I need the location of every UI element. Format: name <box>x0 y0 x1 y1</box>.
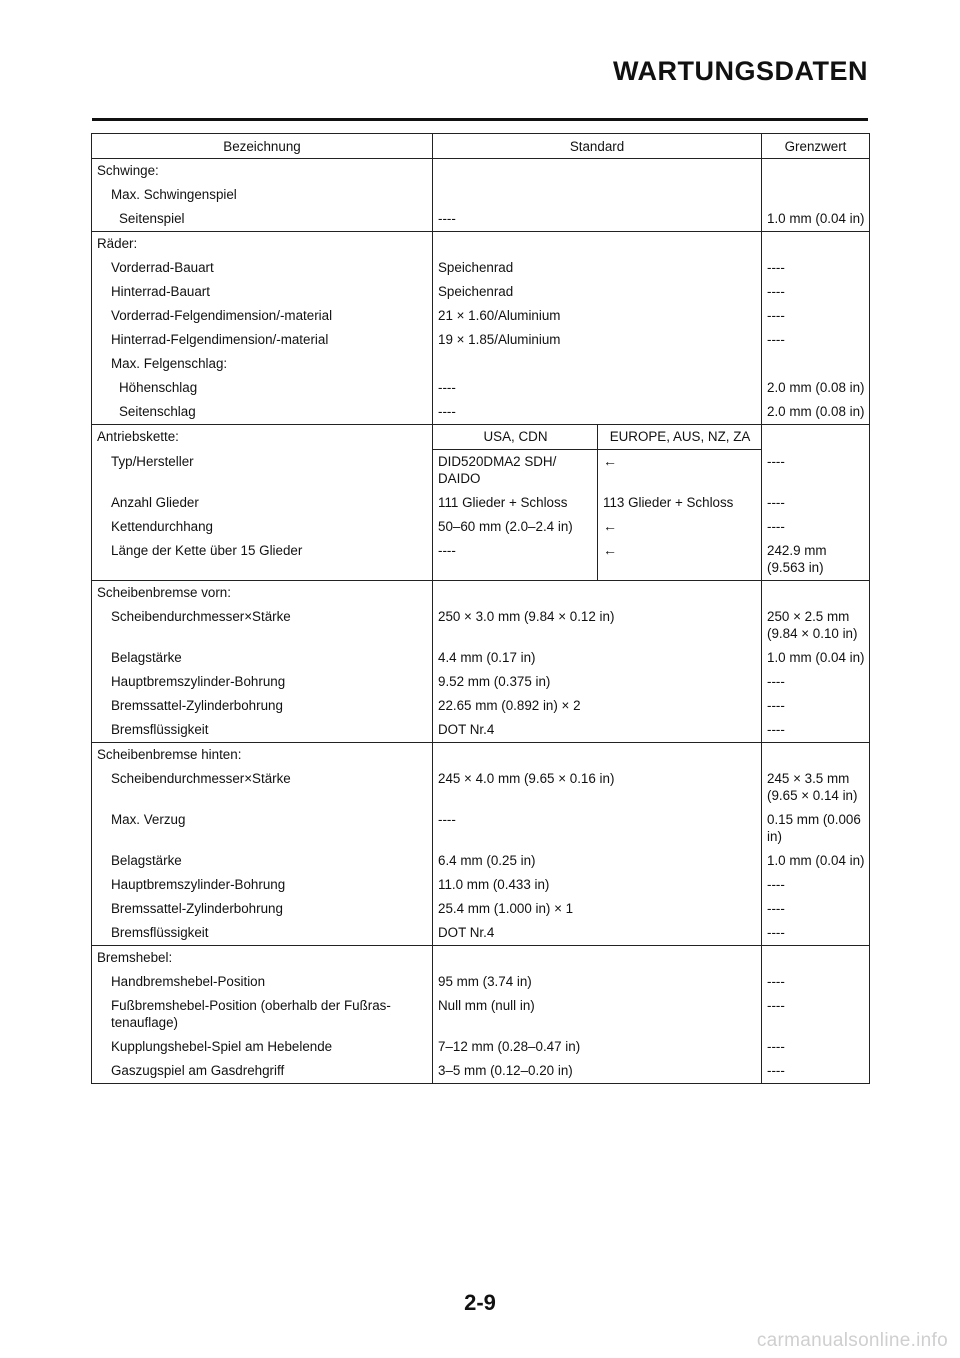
row-limit: 1.0 mm (0.04 in) <box>762 207 870 232</box>
row-standard: Speichenrad <box>433 280 762 304</box>
row-label: Länge der Kette über 15 Glieder <box>92 539 433 581</box>
row-standard: 22.65 mm (0.892 in) × 2 <box>433 694 762 718</box>
table-row <box>92 605 870 646</box>
section-title: Scheibenbremse hinten: <box>92 743 433 768</box>
region-header-usa: USA, CDN <box>433 425 598 450</box>
row-standard: 25.4 mm (1.000 in) × 1 <box>433 897 762 921</box>
table-row <box>92 873 870 897</box>
section-title: Scheibenbremse vorn: <box>92 581 433 606</box>
row-standard: 6.4 mm (0.25 in) <box>433 849 762 873</box>
row-label: Belagstärke <box>92 646 433 670</box>
row-limit: 242.9 mm (9.563 in) <box>762 539 870 581</box>
same-as-arrow: ← <box>598 515 762 539</box>
table-row <box>92 808 870 849</box>
row-limit: ---- <box>762 994 870 1035</box>
row-label: Max. Felgenschlag: <box>92 352 433 376</box>
row-standard: 250 × 3.0 mm (9.84 × 0.12 in) <box>433 605 762 646</box>
page-title: WARTUNGSDATEN <box>613 56 868 86</box>
row-limit: 1.0 mm (0.04 in) <box>762 646 870 670</box>
row-standard: Speichenrad <box>433 256 762 280</box>
table-row <box>92 1035 870 1059</box>
table-row <box>92 946 870 971</box>
table-row <box>92 232 870 257</box>
row-label: Bremsflüssigkeit <box>92 921 433 946</box>
table-row <box>92 207 870 232</box>
row-label: Gaszugspiel am Gasdrehgriff <box>92 1059 433 1084</box>
row-standard: ---- <box>433 808 762 849</box>
row-standard: DOT Nr.4 <box>433 921 762 946</box>
row-label: Belagstärke <box>92 849 433 873</box>
row-label: Fußbremshebel-Position (oberhalb der Fußras-tenauflage) <box>92 994 433 1035</box>
row-standard: Null mm (null in) <box>433 994 762 1035</box>
row-limit: ---- <box>762 921 870 946</box>
row-standard: 95 mm (3.74 in) <box>433 970 762 994</box>
row-standard: 21 × 1.60/Aluminium <box>433 304 762 328</box>
table-row <box>92 450 870 492</box>
table-row <box>92 376 870 400</box>
row-limit: ---- <box>762 970 870 994</box>
section-title: Schwinge: <box>92 159 433 184</box>
row-limit: ---- <box>762 694 870 718</box>
row-limit: ---- <box>762 718 870 743</box>
table-row <box>92 515 870 539</box>
row-limit: 250 × 2.5 mm (9.84 × 0.10 in) <box>762 605 870 646</box>
watermark: carmanualsonline.info <box>756 1330 948 1351</box>
table-row <box>92 256 870 280</box>
row-limit: ---- <box>762 304 870 328</box>
row-label: Kupplungshebel-Spiel am Hebelende <box>92 1035 433 1059</box>
row-limit: ---- <box>762 280 870 304</box>
row-limit: ---- <box>762 491 870 515</box>
row-limit: ---- <box>762 873 870 897</box>
row-limit: 2.0 mm (0.08 in) <box>762 376 870 400</box>
table-row <box>92 670 870 694</box>
row-limit: ---- <box>762 450 870 492</box>
row-label: Hauptbremszylinder-Bohrung <box>92 873 433 897</box>
row-limit: 0.15 mm (0.006 in) <box>762 808 870 849</box>
row-standard-usa: 50–60 mm (2.0–2.4 in) <box>433 515 598 539</box>
row-standard: ---- <box>433 207 762 232</box>
table-row <box>92 400 870 425</box>
table-row <box>92 646 870 670</box>
table-row <box>92 743 870 768</box>
row-limit: ---- <box>762 256 870 280</box>
row-label: Typ/Hersteller <box>92 450 433 492</box>
same-as-arrow: ← <box>598 450 762 492</box>
row-standard: 245 × 4.0 mm (9.65 × 0.16 in) <box>433 767 762 808</box>
row-standard-europe: 113 Glieder + Schloss <box>598 491 762 515</box>
table-row <box>92 425 870 450</box>
section-title: Bremshebel: <box>92 946 433 971</box>
row-standard: DOT Nr.4 <box>433 718 762 743</box>
section-title: Antriebskette: <box>92 425 433 450</box>
table-row <box>92 849 870 873</box>
row-label: Scheibendurchmesser×Stärke <box>92 605 433 646</box>
row-limit: ---- <box>762 1059 870 1084</box>
row-limit: ---- <box>762 1035 870 1059</box>
row-limit: ---- <box>762 897 870 921</box>
row-label: Scheibendurchmesser×Stärke <box>92 767 433 808</box>
table-row <box>92 183 870 207</box>
table-row <box>92 897 870 921</box>
table-row <box>92 767 870 808</box>
row-label: Hauptbremszylinder-Bohrung <box>92 670 433 694</box>
row-label: Vorderrad-Felgendimension/-material <box>92 304 433 328</box>
row-label: Kettendurchhang <box>92 515 433 539</box>
column-header-grenzwert: Grenzwert <box>762 134 870 159</box>
row-limit: 1.0 mm (0.04 in) <box>762 849 870 873</box>
row-label: Seitenschlag <box>92 400 433 425</box>
table-row <box>92 352 870 376</box>
maintenance-data-table <box>91 133 870 1084</box>
row-label: Höhenschlag <box>92 376 433 400</box>
row-label: Bremssattel-Zylinderbohrung <box>92 694 433 718</box>
row-standard: ---- <box>433 376 762 400</box>
row-limit: ---- <box>762 515 870 539</box>
row-label: Handbremshebel-Position <box>92 970 433 994</box>
table-row <box>92 718 870 743</box>
row-label: Bremssattel-Zylinderbohrung <box>92 897 433 921</box>
table-row <box>92 970 870 994</box>
row-label: Bremsflüssigkeit <box>92 718 433 743</box>
row-label: Seitenspiel <box>92 207 433 232</box>
row-standard-usa: ---- <box>433 539 598 581</box>
row-label: Max. Schwingenspiel <box>92 183 433 207</box>
table-row <box>92 994 870 1035</box>
same-as-arrow: ← <box>598 539 762 581</box>
row-standard-usa: DID520DMA2 SDH/ DAIDO <box>433 450 598 492</box>
region-header-europe: EUROPE, AUS, NZ, ZA <box>598 425 762 450</box>
row-limit: ---- <box>762 328 870 352</box>
table-row <box>92 921 870 946</box>
table-row <box>92 539 870 581</box>
table-row <box>92 280 870 304</box>
column-header-bezeichnung: Bezeichnung <box>92 134 433 159</box>
table-row <box>92 159 870 184</box>
table-row <box>92 304 870 328</box>
row-standard: ---- <box>433 400 762 425</box>
row-limit: ---- <box>762 670 870 694</box>
row-standard: 7–12 mm (0.28–0.47 in) <box>433 1035 762 1059</box>
header-rule <box>92 118 868 121</box>
row-standard-usa: 111 Glieder + Schloss <box>433 491 598 515</box>
column-header-standard: Standard <box>433 134 762 159</box>
row-limit: 2.0 mm (0.08 in) <box>762 400 870 425</box>
table-row <box>92 1059 870 1084</box>
table-row <box>92 694 870 718</box>
table-row <box>92 581 870 606</box>
row-label: Max. Verzug <box>92 808 433 849</box>
row-standard: 19 × 1.85/Aluminium <box>433 328 762 352</box>
table-row <box>92 491 870 515</box>
table-row <box>92 328 870 352</box>
row-label: Anzahl Glieder <box>92 491 433 515</box>
row-limit: 245 × 3.5 mm (9.65 × 0.14 in) <box>762 767 870 808</box>
table-header-row <box>92 134 870 159</box>
row-label: Hinterrad-Bauart <box>92 280 433 304</box>
row-standard: 3–5 mm (0.12–0.20 in) <box>433 1059 762 1084</box>
row-standard: 11.0 mm (0.433 in) <box>433 873 762 897</box>
row-standard: 4.4 mm (0.17 in) <box>433 646 762 670</box>
row-standard: 9.52 mm (0.375 in) <box>433 670 762 694</box>
row-label: Hinterrad-Felgendimension/-material <box>92 328 433 352</box>
section-title: Räder: <box>92 232 433 257</box>
page-number: 2-9 <box>464 1290 496 1315</box>
row-label: Vorderrad-Bauart <box>92 256 433 280</box>
